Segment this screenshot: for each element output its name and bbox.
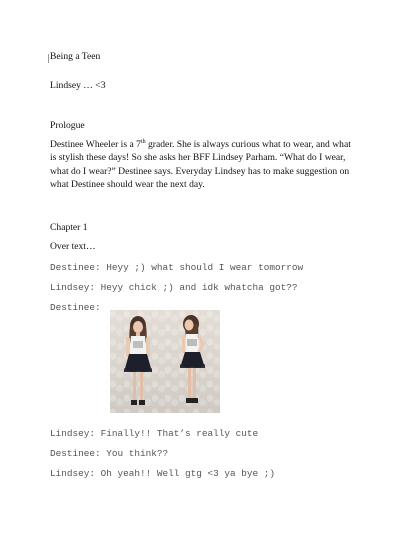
chapter-intro: Over text… — [50, 241, 96, 252]
prologue-line-4: what Destinee should wear the next day. — [50, 178, 205, 190]
ordinal-superscript: th — [140, 139, 146, 145]
outfit-photo-side — [165, 310, 220, 413]
chat-message: Lindsey: Finally!! That’s really cute — [50, 428, 259, 439]
chat-message: Lindsey: Oh yeah!! Well gtg <3 ya bye ;) — [50, 468, 276, 479]
chat-message: Destinee: Heyy ;) what should I wear tomorrow — [50, 262, 304, 273]
author-line: Lindsey … <3 — [50, 80, 106, 91]
chat-message: Lindsey: Heyy chick ;) and idk whatcha got?? — [50, 282, 298, 293]
prologue-heading: Prologue — [50, 120, 85, 131]
prologue-line-2: is stylish these days! So she asks her BFF Lindsey Parham. “What do I wear, — [50, 152, 346, 164]
chat-message: Destinee: You think?? — [50, 448, 169, 459]
text-cursor — [48, 54, 49, 63]
chat-message: Destinee: — [50, 302, 101, 313]
chapter-heading: Chapter 1 — [50, 222, 88, 233]
outfit-photo-front — [110, 310, 165, 413]
prologue-line-1: Destinee Wheeler is a 7th grader. She is always curious what to wear, and what — [50, 139, 351, 150]
prologue-line-3: what do I wear?” Destinee says. Everyday Lindsey has to make suggestion on — [50, 165, 350, 177]
document-title: Being a Teen — [50, 51, 101, 62]
prologue-paragraph — [50, 138, 380, 191]
